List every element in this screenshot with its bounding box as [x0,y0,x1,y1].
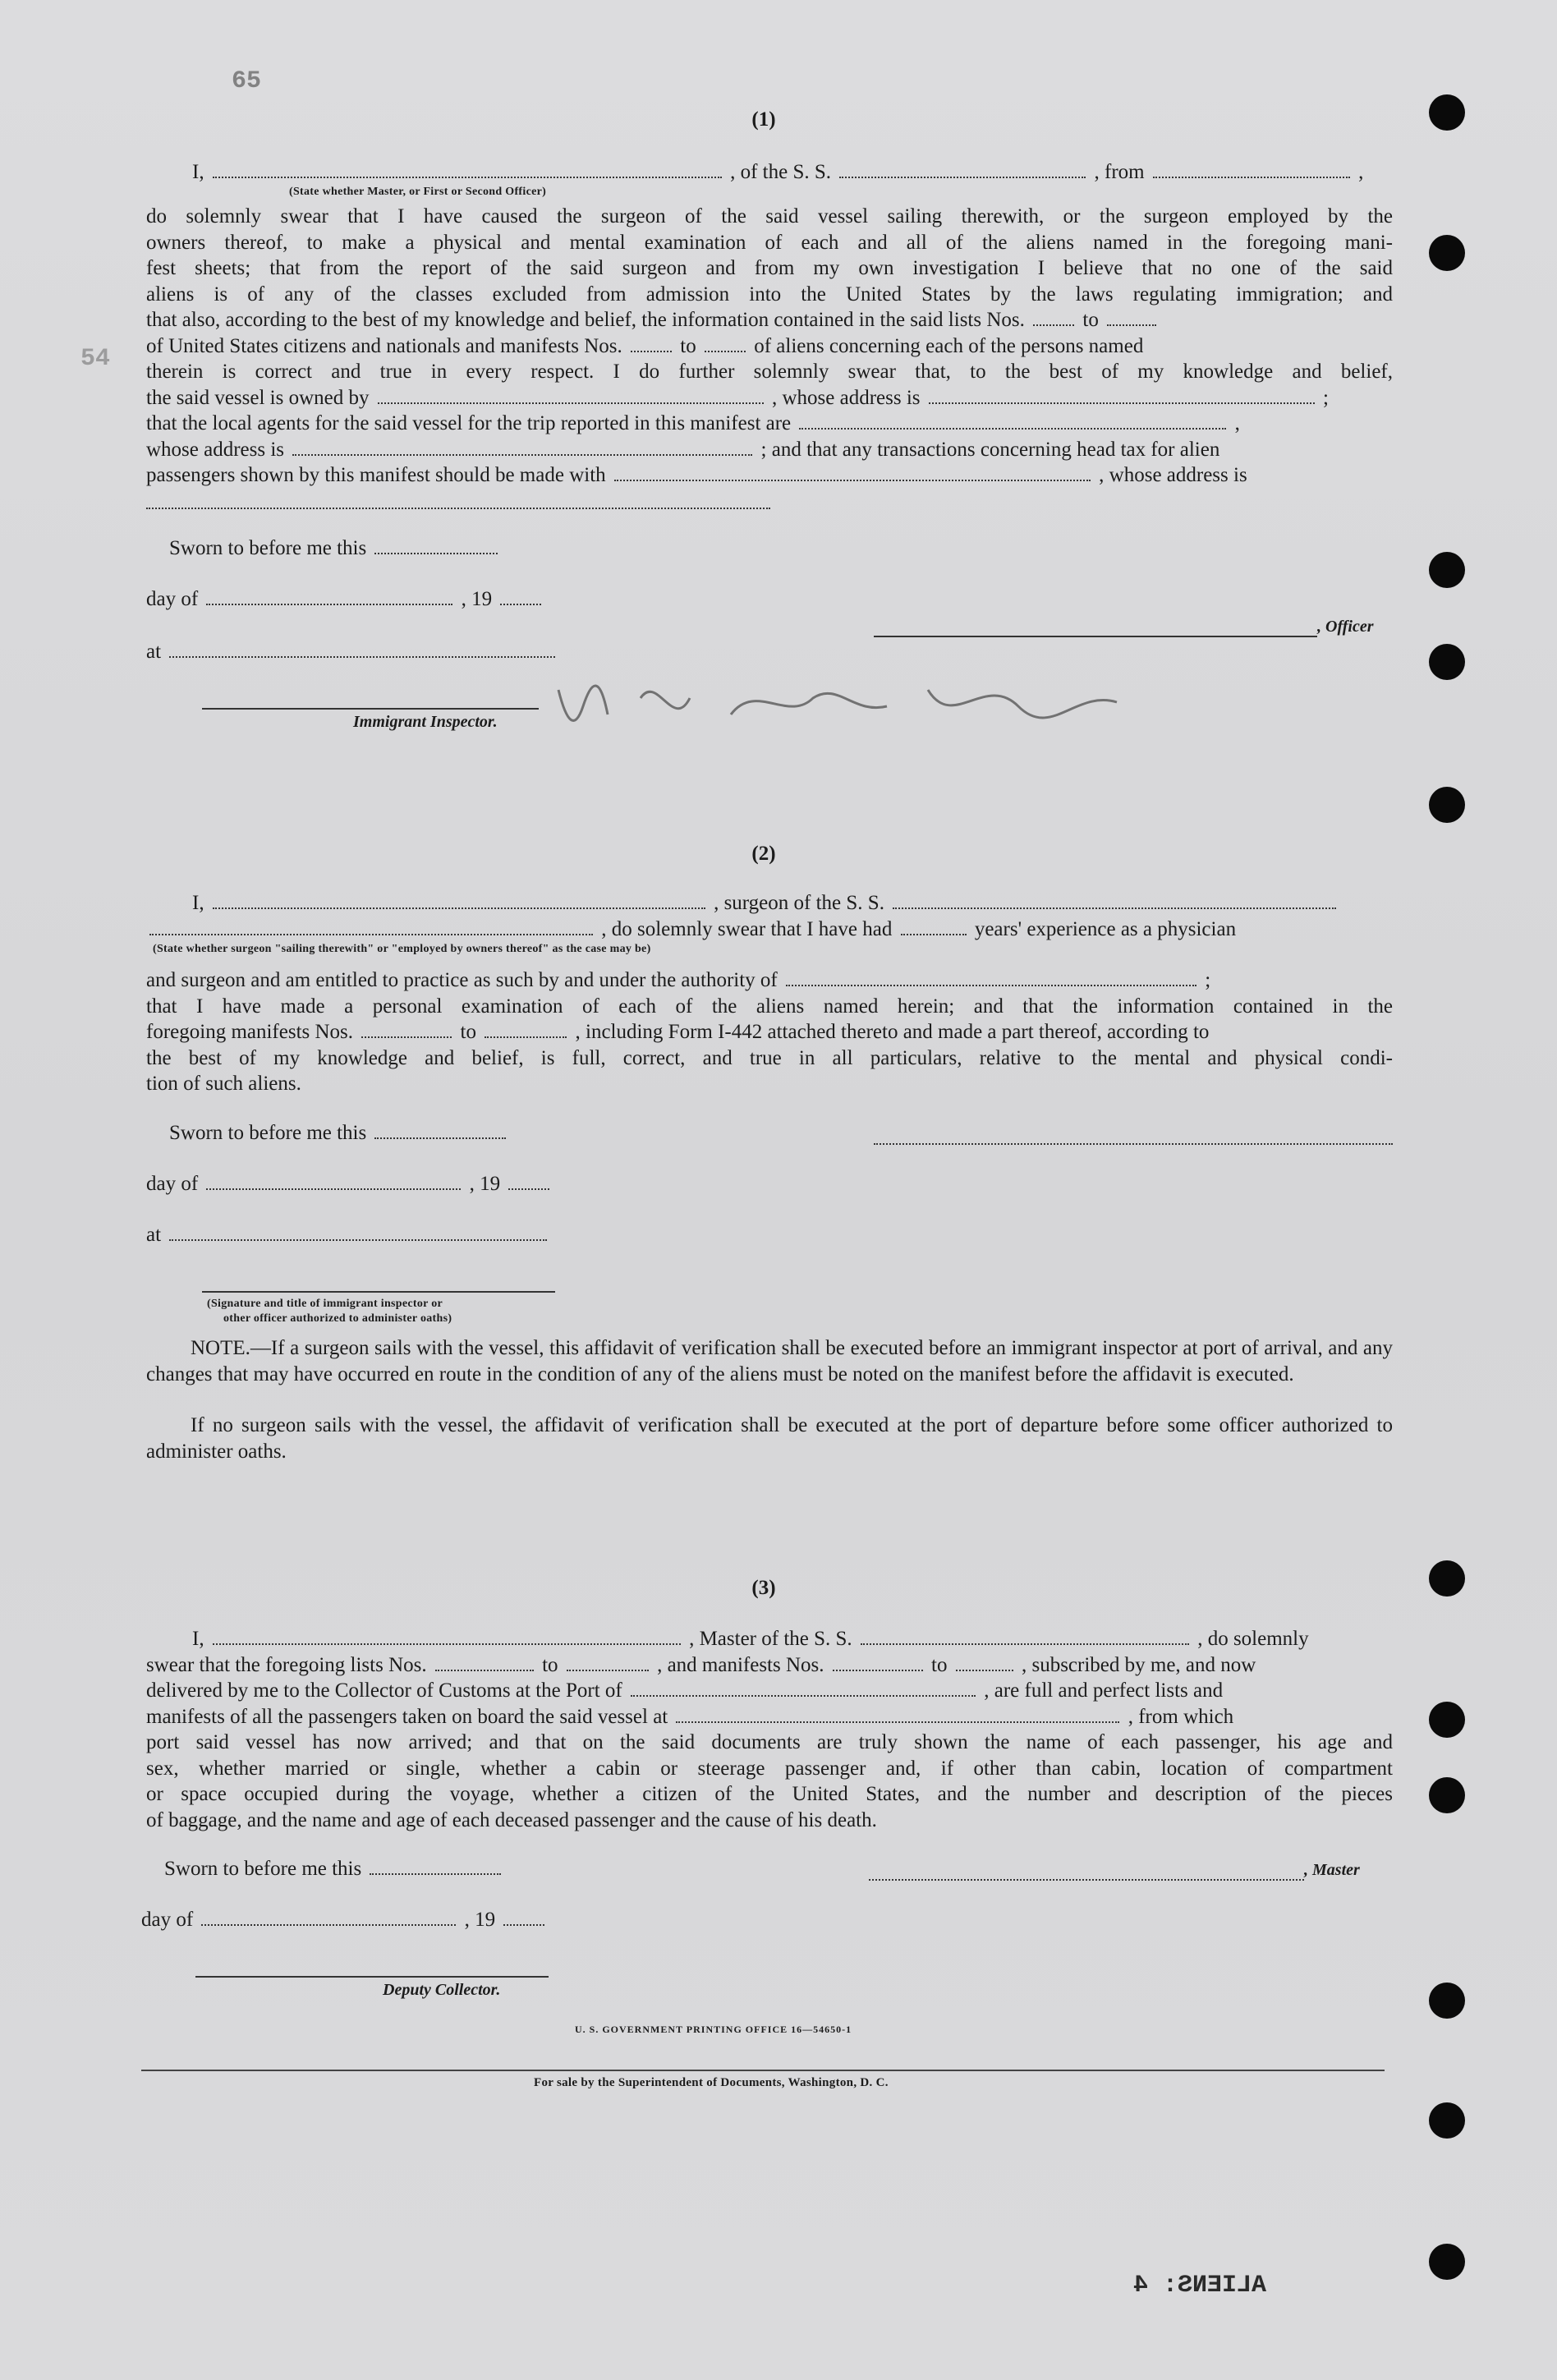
manifests-nos-label: , and manifests Nos. [657,1653,824,1676]
authority-label: and surgeon and am entitled to practice as such by and under the authority of [146,969,778,991]
surgeon-caption: (State whether surgeon "sailing therewith" or "employed by owners thereof" as the case may be) [153,943,651,955]
sworn-date-field[interactable] [370,1859,501,1875]
foregoing-to-label: to [460,1021,476,1043]
from-port-field[interactable] [1153,162,1350,178]
section-3-line: or space occupied during the voyage, whether a citizen of the United States, and the number and description of the pieces [146,1783,1393,1805]
manifests-to-field[interactable] [956,1655,1013,1671]
head-tax-contact-label: passengers shown by this manifest should be made with [146,464,606,486]
day-of-label: day of [146,1173,199,1195]
s1-at-row [146,641,558,664]
section-1-line [146,307,1393,333]
collector-port-label: delivered by me to the Collector of Customs at the Port of [146,1679,622,1702]
from-which-text: , from which [1128,1705,1234,1728]
owner-address-label: , whose address is [771,386,921,409]
foregoing-manifests-label: foregoing manifests Nos. [146,1021,354,1043]
taken-on-board-label: manifests of all the passengers taken on board the said vessel at [146,1705,668,1728]
head-tax-address-label: , whose address is [1099,464,1247,486]
top-page-mark: 65 [232,67,262,95]
owned-by-label: the said vessel is owned by [146,386,370,409]
section-3-line [146,1626,1393,1652]
section-3-line [146,1704,1393,1730]
section-3-number: (3) [751,1577,776,1599]
foregoing-from-field[interactable] [361,1022,452,1038]
local-agents-label: that the local agents for the said vessel for the trip reported in this manifest are [146,412,792,434]
day-of-field[interactable] [206,589,452,605]
side-page-mark: 54 [80,345,111,373]
head-tax-text: ; and that any transactions concerning head tax for alien [760,438,1220,461]
section-1-line [146,411,1393,437]
inspector-caption-2: other officer authorized to administer oaths) [223,1312,452,1325]
lists-nos-label: swear that the foregoing lists Nos. [146,1653,427,1676]
subscribed-text: , subscribed by me, and now [1021,1653,1256,1676]
section-3-line: of baggage, and the name and age of each deceased passenger and the cause of his death. [146,1808,877,1831]
surgeon-prefix: I, [192,892,204,914]
lists-from-field[interactable] [1033,310,1074,326]
surgeon-type-field[interactable] [149,919,593,935]
inspector-signature-line[interactable] [202,708,539,710]
foregoing-to-field[interactable] [485,1022,567,1038]
physician-text: years' experience as a physician [974,918,1237,940]
manifests-to-field[interactable] [705,336,746,352]
year-label: , 19 [461,588,493,610]
master-prefix: I, [192,1628,204,1650]
master-line-prefix: I, [192,161,204,183]
day-of-label: day of [146,588,199,610]
owner-address-field[interactable] [929,388,1315,404]
master-caption: (State whether Master, or First or Second Officer) [289,186,547,198]
s2-line1 [192,892,1339,915]
lists-to-label: to [542,1653,558,1676]
surgeon-name-field[interactable] [213,893,705,909]
master-line-end: , [1358,161,1364,183]
handwritten-scrawl [542,657,1215,747]
master-vessel-field[interactable] [861,1629,1189,1645]
master-line-vessel: , of the S. S. [730,161,832,183]
section-3-text [146,1626,1393,1833]
section-3-line: port said vessel has now arrived; and that on the said documents are truly shown the name of each passenger, his age and [146,1731,1393,1753]
section-2-line: tion of such aliens. [146,1073,301,1095]
authority-field[interactable] [786,970,1196,986]
section-1-line [146,385,1393,411]
local-agents-field[interactable] [799,413,1226,430]
master-name-field[interactable] [213,1629,681,1645]
officer-signature-line[interactable] [874,636,1317,637]
surgeon-signature-line[interactable] [874,1143,1393,1145]
manifests-to-label: to [931,1653,948,1676]
section-1-line: owners thereof, to make a physical and mental examination of each and all of the aliens named in the foregoing mani- [146,231,1393,254]
agent-address-field[interactable] [292,439,752,456]
year-field[interactable] [508,1174,549,1190]
lists-to-label: to [1082,309,1099,331]
section-1-line [146,462,1393,489]
year-field[interactable] [500,589,541,605]
note-label: NOTE. [191,1337,250,1359]
punct: , [1234,412,1240,434]
punch-hole [1429,235,1465,271]
s2-at-row [146,1224,550,1247]
s1-day-row [146,588,544,611]
section-2-number: (2) [751,843,776,865]
do-solemnly-text: , do solemnly [1197,1628,1309,1650]
section-1-line [146,437,1393,463]
collector-signature-line[interactable] [195,1976,549,1978]
at-field[interactable] [169,641,555,658]
footer-rule [141,2070,1385,2071]
sworn-label: Sworn to before me this [164,1858,362,1880]
section-1-line: therein is correct and true in every respect. I do further solemnly swear that, to the best of my knowledge and belief, [146,361,1393,383]
s1-sworn-row [169,537,501,560]
vessel-name-field[interactable] [839,162,1086,178]
master-name-field[interactable] [213,162,722,178]
surgeon-vessel-field[interactable] [893,893,1336,909]
lists-to-field[interactable] [1107,310,1156,326]
section-1-line [146,333,1393,360]
master-line-from: , from [1094,161,1145,183]
experience-years-field[interactable] [901,919,967,935]
form-i442-text: , including Form I-442 attached thereto and made a part thereof, according to [575,1021,1210,1043]
section-2-line: the best of my knowledge and belief, is full, correct, and true in all particulars, relative to the mental and physical condi- [146,1046,1393,1069]
day-of-field[interactable] [206,1174,461,1190]
section-3-line: sex, whether married or single, whether a cabin or steerage passenger and, if other than cabin, location of compartment [146,1757,1393,1780]
manifests-nos-label: of United States citizens and nationals and manifests Nos. [146,334,622,357]
punch-hole [1429,1983,1465,2019]
section-2-line: that I have made a personal examination of each of the aliens named herein; and that the information contained in the [146,995,1393,1018]
section-1-line: aliens is of any of the classes excluded from admission into the United States by the laws regulating immigration; and [146,283,1393,306]
punch-hole [1429,2244,1465,2280]
lists-to-field[interactable] [567,1655,649,1671]
sworn-label: Sworn to before me this [169,537,367,559]
lists-nos-label: that also, according to the best of my knowledge and belief, the information contained in the said lists Nos. [146,309,1025,331]
year-label: , 19 [469,1173,501,1195]
at-label: at [146,1224,162,1246]
day-of-field[interactable] [201,1909,456,1926]
for-sale-imprint: For sale by the Superintendent of Documents, Washington, D. C. [534,2076,889,2089]
full-lists-text: , are full and perfect lists and [984,1679,1224,1702]
note-text: —If a surgeon sails with the vessel, this affidavit of verification shall be executed before an immigrant inspector at port of arrival, and any changes that may have occurred en route in the condition of any of the aliens must be noted on the manifest before the affidavit is executed. [146,1337,1393,1385]
printing-office-imprint: U. S. GOVERNMENT PRINTING OFFICE 16—54650-1 [575,2024,852,2035]
manifests-to-label: to [680,334,696,357]
year-field[interactable] [503,1909,544,1926]
note-paragraph [146,1335,1393,1387]
punch-hole [1429,552,1465,588]
section-1-line: do solemnly swear that I have caused the surgeon of the said vessel sailing therewith, or the surgeon employed by the [146,205,1393,227]
punch-hole [1429,1777,1465,1813]
manifests-aliens-text: of aliens concerning each of the persons named [754,334,1144,357]
master-caption: , Master [1304,1861,1360,1879]
s3-sworn-row [164,1858,504,1881]
sworn-label: Sworn to before me this [169,1122,367,1144]
sworn-date-field[interactable] [374,538,498,554]
note-paragraph-2: If no surgeon sails with the vessel, the affidavit of verification shall be executed at the port of departure before some officer authorized to administer oaths. [146,1414,1393,1463]
section-2-text [146,967,1393,1097]
section-3-line [146,1652,1393,1679]
s2-line2 [146,918,1236,941]
collector-caption: Deputy Collector. [383,1981,501,1999]
owner-field[interactable] [378,388,764,404]
sworn-date-field[interactable] [374,1123,506,1139]
experience-text: , do solemnly swear that I have had [601,918,893,940]
inspector-signature-line[interactable] [202,1291,555,1293]
manifests-from-field[interactable] [631,336,672,352]
section-3-line [146,1678,1393,1704]
s3-day-row [141,1909,548,1932]
at-label: at [146,641,162,663]
section-2-line [146,1019,1393,1045]
agent-address-label: whose address is [146,438,285,461]
day-of-label: day of [141,1909,194,1931]
punch-hole [1429,2102,1465,2139]
aliens-stamp: ALIENS: 4 [1133,2272,1267,2300]
year-label: , 19 [464,1909,496,1931]
section-1-line: fest sheets; that from the report of the said surgeon and from my own investigation I believe that no one of the said [146,257,1393,279]
s2-day-row [146,1173,553,1196]
inspector-caption: Immigrant Inspector. [353,713,498,731]
punch-hole [1429,787,1465,823]
at-field[interactable] [169,1224,547,1241]
taken-on-board-field[interactable] [676,1707,1119,1723]
section-1-number: (1) [751,108,776,131]
punch-hole [1429,644,1465,680]
punch-hole [1429,1702,1465,1738]
surgeon-vessel-label: , surgeon of the S. S. [714,892,884,914]
head-tax-address-line[interactable] [146,508,770,509]
punct: ; [1323,386,1329,409]
master-signature-line[interactable] [869,1879,1304,1881]
inspector-caption-1: (Signature and title of immigrant inspector or [207,1298,443,1310]
collector-port-field[interactable] [631,1680,976,1697]
master-line [192,161,1363,184]
master-vessel-label: , Master of the S. S. [689,1628,852,1650]
head-tax-contact-field[interactable] [614,465,1091,481]
lists-from-field[interactable] [435,1655,534,1671]
s2-sworn-row [169,1122,509,1145]
section-1-text [146,204,1393,489]
punct: ; [1205,969,1211,991]
manifests-from-field[interactable] [833,1655,923,1671]
officer-caption: , Officer [1317,618,1374,636]
section-2-line [146,967,1393,994]
